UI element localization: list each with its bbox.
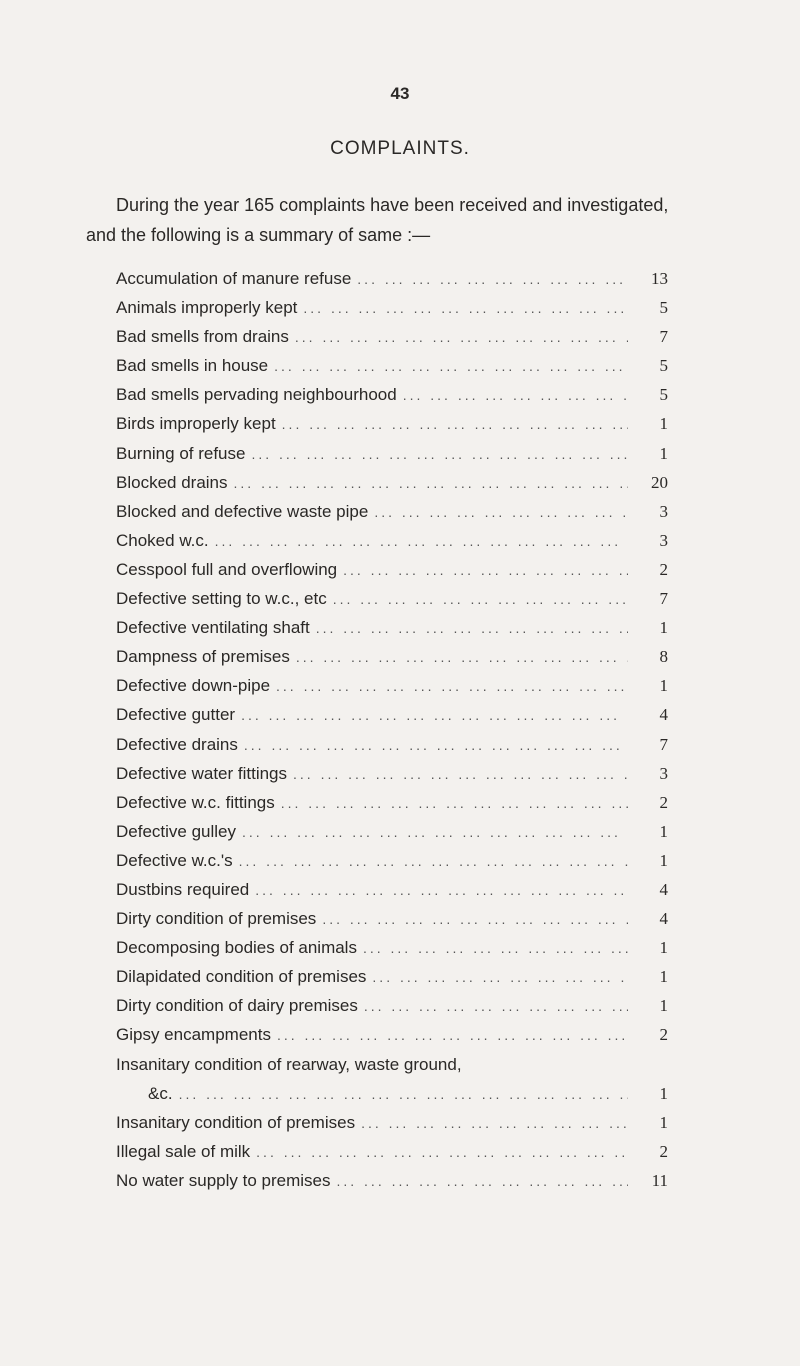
item-label: Defective gutter [116, 705, 236, 725]
list-item [116, 497, 668, 526]
item-label: Bad smells from drains [116, 327, 289, 347]
dot-leader [397, 381, 628, 410]
item-label: Insanitary condition of premises [116, 1112, 356, 1132]
dot-leader [357, 934, 628, 963]
dot-leader [290, 643, 628, 672]
item-count: 1 [659, 821, 668, 841]
item-label-line1: Insanitary condition of rearway, waste ground, [116, 1054, 462, 1074]
intro-paragraph: During the year 165 complaints have been received and investigated, and the following is a summary of same :— [86, 195, 669, 245]
list-item [116, 409, 668, 438]
item-count: 4 [659, 705, 668, 725]
item-count: 3 [659, 501, 668, 521]
item-label: Decomposing bodies of animals [116, 938, 357, 958]
dot-leader [327, 585, 628, 614]
item-label: Accumulation of manure refuse [116, 269, 352, 288]
dot-leader [245, 440, 628, 469]
dot-leader [238, 731, 628, 760]
dot-leader [368, 498, 628, 527]
dot-leader [235, 701, 628, 730]
list-item [116, 730, 668, 759]
list-item-wrapped [116, 1050, 668, 1108]
dot-leader [249, 876, 628, 905]
list-item [116, 904, 668, 933]
item-count: 1 [659, 938, 668, 958]
list-item [116, 555, 668, 584]
dot-leader [297, 294, 628, 323]
item-label: Illegal sale of milk [116, 1141, 251, 1161]
dot-leader [268, 352, 628, 381]
item-count: 5 [659, 385, 668, 405]
item-label-line2: &c. [148, 1083, 173, 1103]
dot-leader [316, 905, 628, 934]
dot-leader [228, 469, 628, 498]
item-count: 2 [659, 1141, 668, 1161]
dot-leader [271, 1021, 628, 1050]
list-item [116, 613, 668, 642]
list-item [116, 526, 668, 555]
item-count: 5 [659, 356, 668, 376]
dot-leader [276, 410, 628, 439]
item-label: Defective w.c.'s [116, 850, 233, 870]
item-count: 20 [651, 472, 668, 492]
list-item [116, 1166, 668, 1195]
list-item [116, 1108, 668, 1137]
item-label: Gipsy encampments [116, 1025, 271, 1045]
list-item [116, 351, 668, 380]
dot-leader [250, 1138, 628, 1167]
dot-leader [355, 1109, 628, 1138]
item-count: 1 [659, 1083, 668, 1103]
list-item [116, 439, 668, 468]
list-item [116, 846, 668, 875]
item-label: Defective down-pipe [116, 676, 271, 696]
page-title: COMPLAINTS. [330, 138, 470, 159]
item-count: 7 [659, 734, 668, 754]
list-item [116, 991, 668, 1020]
item-label: Birds improperly kept [116, 414, 276, 434]
list-item [116, 584, 668, 613]
list-item [116, 700, 668, 729]
item-count: 4 [659, 879, 668, 899]
page-number: 43 [390, 84, 410, 103]
list-item [116, 875, 668, 904]
dot-leader [330, 1167, 628, 1196]
list-item [116, 468, 668, 497]
dot-leader [289, 323, 628, 352]
dot-leader [366, 963, 628, 992]
item-count: 2 [659, 792, 668, 812]
dot-leader [287, 760, 628, 789]
item-label: Burning of refuse [116, 443, 246, 463]
dot-leader [351, 265, 628, 294]
item-label: Defective w.c. fittings [116, 792, 275, 812]
complaints-list [116, 264, 668, 1195]
item-label: Bad smells pervading neighbourhood [116, 385, 397, 405]
list-item [116, 1137, 668, 1166]
list-item [116, 264, 668, 293]
list-item [116, 380, 668, 409]
list-item [116, 671, 668, 700]
list-item [116, 322, 668, 351]
list-item [116, 642, 668, 671]
item-label: Dustbins required [116, 879, 250, 899]
item-count: 1 [659, 443, 668, 463]
item-count: 2 [659, 559, 668, 579]
item-label: Dirty condition of premises [116, 909, 317, 929]
item-label: Defective setting to w.c., etc [116, 589, 327, 609]
item-count: 4 [659, 909, 668, 929]
item-count: 11 [651, 1170, 668, 1190]
item-count: 1 [659, 618, 668, 638]
item-label: Dirty condition of dairy premises [116, 996, 358, 1016]
item-count: 8 [659, 647, 668, 667]
item-label: Defective ventilating shaft [116, 618, 310, 638]
list-item [116, 962, 668, 991]
item-count: 7 [659, 589, 668, 609]
item-count: 3 [659, 530, 668, 550]
dot-leader [236, 818, 628, 847]
item-count: 1 [659, 414, 668, 434]
item-label: No water supply to premises [116, 1170, 331, 1190]
item-count: 5 [659, 298, 668, 318]
dot-leader [358, 992, 628, 1021]
item-label: Dilapidated condition of premises [116, 967, 367, 987]
item-count: 7 [659, 327, 668, 347]
item-count: 1 [659, 967, 668, 987]
item-label: Bad smells in house [116, 356, 269, 376]
item-label: Blocked drains [116, 472, 228, 492]
item-label: Defective gulley [116, 821, 237, 841]
item-count: 1 [659, 850, 668, 870]
item-label: Choked w.c. [116, 530, 209, 550]
list-item [116, 817, 668, 846]
item-label: Defective water fittings [116, 763, 288, 783]
dot-leader [337, 556, 628, 585]
item-label: Dampness of premises [116, 647, 290, 667]
dot-leader [310, 614, 628, 643]
list-item [116, 1020, 668, 1049]
item-count: 13 [651, 269, 668, 288]
dot-leader [173, 1080, 628, 1109]
list-item [116, 759, 668, 788]
dot-leader [209, 527, 628, 556]
dot-leader [275, 789, 628, 818]
item-count: 1 [659, 676, 668, 696]
dot-leader [233, 847, 628, 876]
item-count: 3 [659, 763, 668, 783]
item-count: 1 [659, 996, 668, 1016]
item-label: Blocked and defective waste pipe [116, 501, 369, 521]
item-count: 1 [659, 1112, 668, 1132]
item-label-line2-row [116, 1079, 668, 1108]
item-label: Defective drains [116, 734, 238, 754]
item-label: Cesspool full and overflowing [116, 559, 338, 579]
list-item [116, 788, 668, 817]
dot-leader [270, 672, 628, 701]
list-item [116, 933, 668, 962]
item-label: Animals improperly kept [116, 298, 298, 318]
list-item [116, 293, 668, 322]
item-count: 2 [659, 1025, 668, 1045]
